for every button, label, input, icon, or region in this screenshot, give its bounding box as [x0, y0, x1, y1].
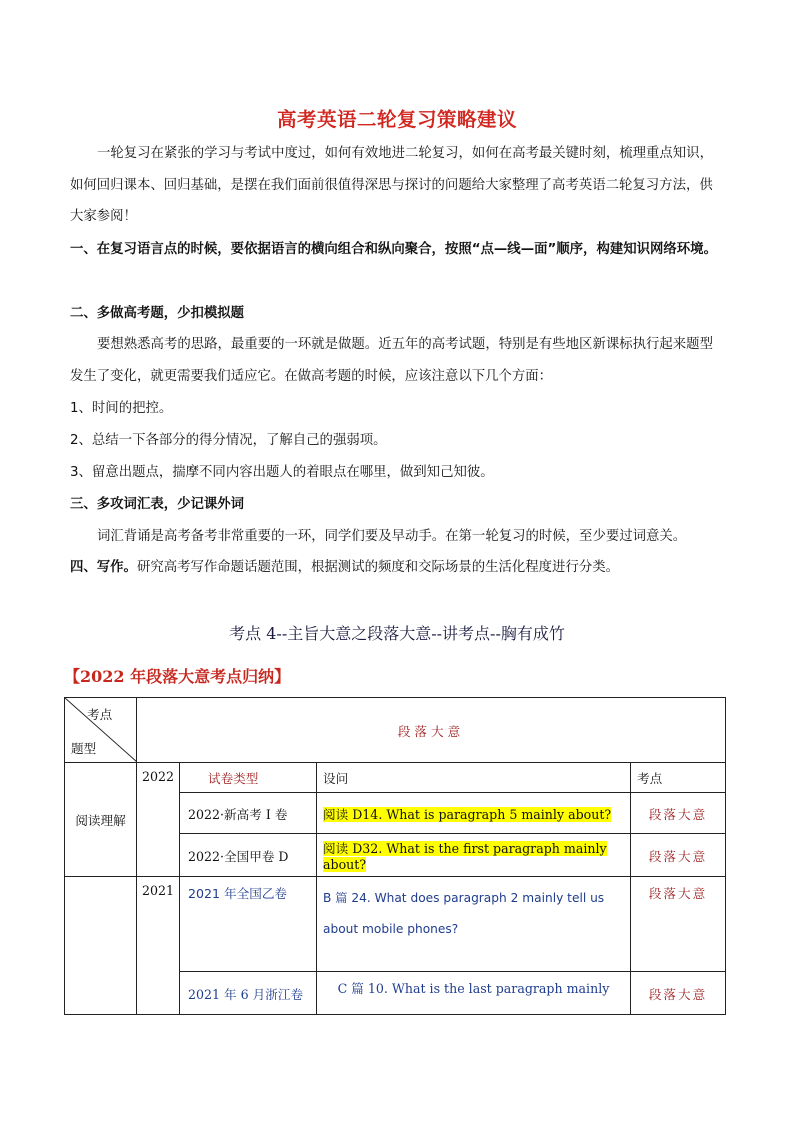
column-header-point: 考点	[631, 763, 726, 793]
question-prefix: 阅读 D	[323, 806, 363, 822]
column-header-question: 设问	[317, 763, 631, 793]
year-2022: 2022	[137, 763, 180, 877]
row-label-reading: 阅读理解	[65, 763, 137, 877]
section-4	[70, 552, 720, 584]
section-heading: 考点 4--主旨大意之段落大意--讲考点--胸有成竹	[229, 624, 565, 643]
question-text: 32. What is the first paragraph mainly about?	[323, 841, 607, 872]
section-4-body: 研究高考写作命题话题范围，根据测试的频度和交际场景的生活化程度进行分类。	[136, 560, 620, 575]
section-3-title: 三、多攻词汇表，少记课外词	[70, 497, 245, 512]
table-main-header: 段落大意	[137, 698, 726, 763]
paper-cell: 2021 年 6 月浙江卷	[180, 972, 317, 1015]
section-3-body: 词汇背诵是高考备考非常重要的一环，同学们要及早动手。在第一轮复习的时候，至少要过词意关。	[97, 529, 687, 544]
question-text: 10. What is the last paragraph mainly	[367, 981, 610, 996]
section-4-lead: 四、写作。	[70, 560, 137, 575]
section-2-body: 要想熟悉高考的思路，最重要的一环就是做题。近五年的高考试题，特别是有些地区新课标执行起来题型发生了变化，就更需要我们适应它。在做高考题的时候，应该注意以下几个方面：	[70, 337, 713, 384]
question-cell	[317, 793, 631, 834]
question-prefix: C 篇	[337, 981, 364, 996]
section-2-title: 二、多做高考题，少扣模拟题	[70, 306, 245, 321]
list-item-2: 2、总结一下各部分的得分情况，了解自己的强弱项。	[70, 433, 387, 448]
column-header-paper: 试卷类型	[180, 763, 317, 793]
intro-paragraph: 一轮复习在紧张的学习与考试中度过，如何有效地进二轮复习，如何在高考最关键时刻，梳理重点知识，如何回归课本、回归基础，是摆在我们面前很值得深思与探讨的问题给大家整理了高考英语二轮复习方法，供大家参阅！	[70, 146, 713, 224]
table-caption: 【2022 年段落大意考点归纳】	[64, 667, 291, 686]
table-header-row	[65, 698, 726, 763]
section-1: 一、在复习语言点的时候，要依据语言的横向组合和纵向聚合，按照“点—线—面”顺序，构建知识网络环境。	[70, 242, 717, 257]
list-item-1: 1、时间的把控。	[70, 401, 173, 416]
question-text: 24. What does paragraph 2 mainly tell us about mobile phones?	[323, 891, 605, 936]
question-cell	[317, 972, 631, 1015]
question-text: 14. What is paragraph 5 mainly about?	[362, 806, 612, 822]
table-row	[65, 877, 726, 972]
point-cell: 段落大意	[631, 877, 726, 972]
paper-cell: 2022·全国甲卷 D	[180, 834, 317, 877]
corner-label-bottom: 题型	[71, 741, 97, 756]
paper-cell: 2021 年全国乙卷	[180, 877, 317, 972]
corner-label-top: 考点	[87, 707, 113, 722]
document-title: 高考英语二轮复习策略建议	[276, 108, 517, 131]
row-label-empty	[65, 877, 137, 1015]
paper-cell: 2022·新高考 I 卷	[180, 793, 317, 834]
list-item-3: 3、留意出题点，揣摩不同内容出题人的着眼点在哪里，做到知己知彼。	[70, 465, 494, 480]
question-cell	[317, 834, 631, 877]
point-cell: 段落大意	[631, 972, 726, 1015]
summary-table	[64, 697, 726, 1015]
column-header-row	[65, 763, 726, 793]
question-cell	[317, 877, 631, 972]
question-prefix: 阅读 D	[323, 841, 363, 856]
year-2021: 2021	[137, 877, 180, 1015]
diagonal-header-cell	[65, 698, 137, 763]
point-cell: 段落大意	[631, 793, 726, 834]
question-prefix: B 篇	[323, 891, 348, 905]
point-cell: 段落大意	[631, 834, 726, 877]
